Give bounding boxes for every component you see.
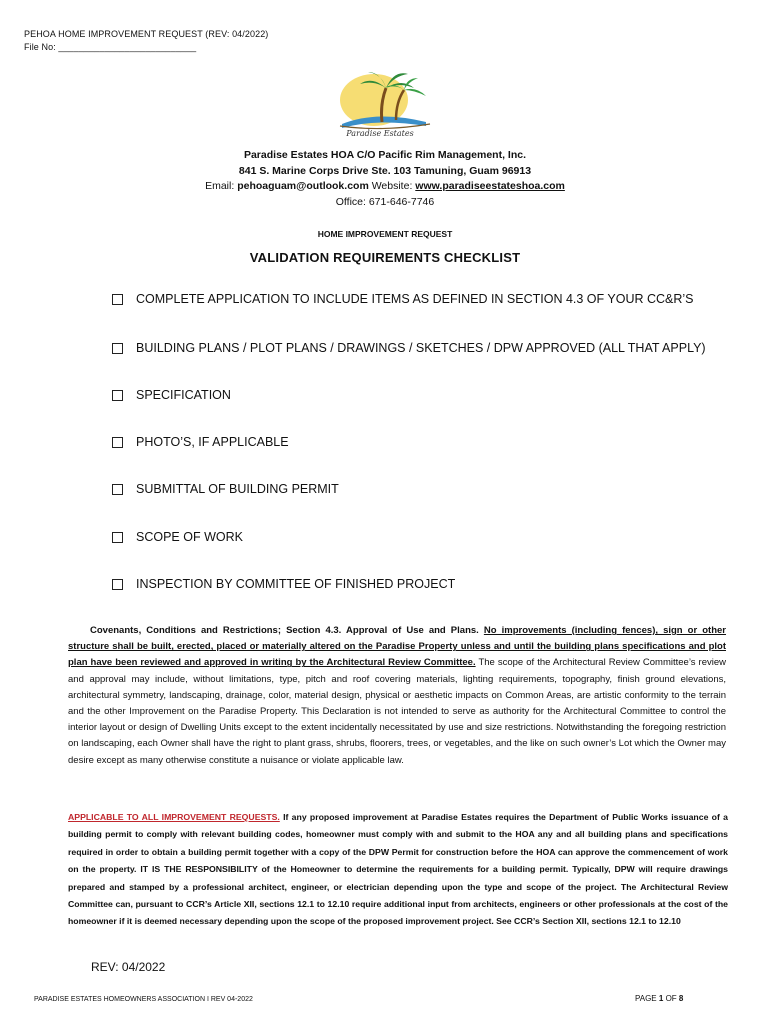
org-contact — [0, 180, 770, 192]
page-label: PAGE — [635, 994, 657, 1003]
checklist-item — [112, 341, 706, 355]
page-total: 8 — [678, 994, 684, 1003]
page-of-label: OF — [665, 994, 677, 1003]
checkbox[interactable] — [112, 532, 123, 543]
checklist-item-label: BUILDING PLANS / PLOT PLANS / DRAWINGS / SKETCHES / DPW APPROVED (ALL THAT APPLY) — [136, 341, 706, 355]
checklist-item-label: INSPECTION BY COMMITTEE OF FINISHED PROJECT — [136, 577, 456, 591]
checklist-item-label: SUBMITTAL OF BUILDING PERMIT — [136, 482, 339, 496]
checkbox[interactable] — [112, 437, 123, 448]
checkbox[interactable] — [112, 579, 123, 590]
header-form-title: PEHOA HOME IMPROVEMENT REQUEST (REV: 04/2022) — [24, 29, 269, 39]
ccr-section-body: The scope of the Architectural Review Committee’s review and approval may include, without limitations, type, pitch and roof covering materials, lighting requirements, topography, finish ground elevations, architectural symmetry, landscaping, drainage, color, material design, physical or aesthetic impacts on Common Areas, are artistic conformity to the terrain and the other Improvement on the Paradise Property. This Declaration is not intended to serve as authority for the Architectural Committee to control the interior layout or design of Dwelling Units except to the extent incidentally necessitated by use and size restrictions. Notwithstanding the foregoing restriction on landscaping, each Owner shall have the right to plant grass, shrubs, floorers, trees, or vegetables, and the like on such owner’s Lot which the Owner may desire except as many otherwise constitute a nuisance or violate applicable law. — [68, 657, 726, 766]
document-title: VALIDATION REQUIREMENTS CHECKLIST — [249, 250, 521, 265]
org-office-phone: Office: 671-646-7746 — [335, 196, 435, 208]
checkbox[interactable] — [112, 390, 123, 401]
page-current: 1 — [658, 994, 664, 1003]
org-name: Paradise Estates HOA C/O Pacific Rim Management, Inc. — [243, 149, 527, 161]
checklist-item — [112, 577, 455, 591]
applicable-body: If any proposed improvement at Paradise Estates requires the Department of Public Works issuance of a building permit to comply with relevant building codes, homeowner must comply with and submit to the HOA any and all building plans and specifications required in order to obtain a building permit together with a copy of the DPW Permit for construction before the HOA can approve the commencement of work on the property. IT IS THE RESPONSIBILITY of the Homeowner to determine the requirements for a building permit. Typically, DPW will require drawings prepared and stamped by a professional architect, engineer, or electrician depending upon the type and scope of the project. The Architectural Review Committee can, pursuant to CCR’s Article XII, sections 12.1 to 12.10 require additional input from architects, engineers or other professionals at the cost of the homeowner if it is deemed necessary depending upon the scope of the proposed improvement project. See CCR’s Section XII, sections 12.1 to 12.10 — [68, 812, 728, 927]
checklist-item-label: PHOTO’S, IF APPLICABLE — [136, 435, 289, 449]
checklist-item-label: SCOPE OF WORK — [136, 530, 243, 544]
ccr-section-underlined: No improvements (including fences), sign or other structure shall be built, erected, placed or materially altered on the Paradise Property unless and until the building plans specifications and plot plan have been reviewed and approved in writing by the Architectural Review Committee. — [68, 625, 727, 669]
website-link[interactable]: www.paradiseestateshoa.com — [415, 180, 565, 192]
checklist-item-label: COMPLETE APPLICATION TO INCLUDE ITEMS AS DEFINED IN SECTION 4.3 OF YOUR CC&R’S — [136, 292, 694, 306]
document-subtitle: HOME IMPROVEMENT REQUEST — [317, 229, 453, 239]
footer-association: PARADISE ESTATES HOMEOWNERS ASSOCIATION I REV 04-2022 — [34, 996, 253, 1003]
applicable-lead: APPLICABLE TO ALL IMPROVEMENT REQUESTS. — [68, 812, 280, 822]
ccr-section-lead: Covenants, Conditions and Restrictions; Section 4.3. Approval of Use and Plans. — [90, 625, 479, 636]
checklist-item — [112, 482, 339, 496]
website-label: Website: — [371, 180, 413, 192]
revision-label: REV: 04/2022 — [91, 960, 166, 974]
checklist-item-label: SPECIFICATION — [136, 388, 231, 402]
checklist-item — [112, 435, 289, 449]
checklist-item — [112, 388, 231, 402]
palm-tree-logo — [322, 66, 442, 138]
checkbox[interactable] — [112, 294, 123, 305]
ccr-section-paragraph — [68, 623, 726, 769]
email-link[interactable]: pehoaguam@outlook.com — [237, 180, 369, 192]
checklist-item — [112, 530, 243, 544]
header-file-number: File No: ___________________________ — [24, 42, 197, 52]
applicable-requirements-paragraph — [68, 809, 728, 931]
email-label: Email: — [205, 180, 235, 192]
checklist-item — [112, 292, 694, 306]
checkbox[interactable] — [112, 343, 123, 354]
page-number — [635, 994, 683, 1003]
logo-text: Paradise Estates — [346, 129, 414, 138]
org-address: 841 S. Marine Corps Drive Ste. 103 Tamuning, Guam 96913 — [238, 165, 532, 177]
checkbox[interactable] — [112, 484, 123, 495]
